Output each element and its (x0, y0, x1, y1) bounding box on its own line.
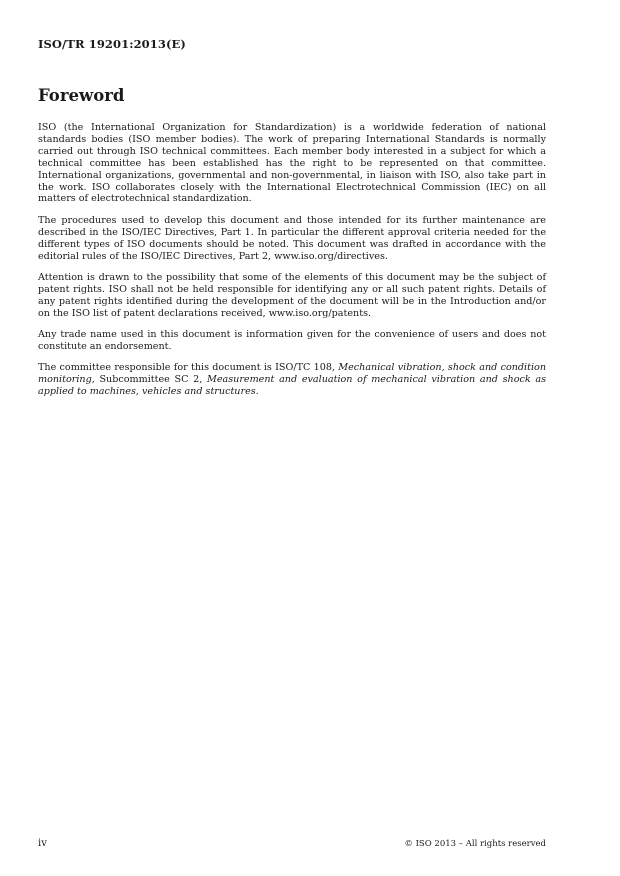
paragraph-iso-federation: ISO (the International Organization for Standardization) is a worldwide federation of national standards bodies (ISO member bodies). The work of preparing International Standards is normally carried out through ISO technical committees. Each member body interested in a subject for which a technical committee has been established has the right to be represented on that committee. International organizations, governmental and non-governmental, in liaison with ISO, also take part in the work. ISO collaborates closely with the International Electrotechnical Commission (IEC) on all matters of electrotechnical standardization. (38, 122, 546, 205)
paragraph-trade-name: Any trade name used in this document is information given for the convenience of users and does not constitute an endorsement. (38, 329, 546, 352)
committee-tc-name: Mechanical vibration, shock and condition monitoring (38, 362, 547, 386)
copyright-notice: © ISO 2013 – All rights reserved (404, 839, 546, 849)
committee-mid: , Subcommittee SC 2, (91, 374, 207, 386)
foreword-body (38, 122, 546, 408)
committee-sc-name: Measurement and evaluation of mechanical vibration and shock as applied to machines, vehicles and structures (38, 374, 546, 398)
committee-end: . (255, 386, 259, 398)
page-number: iv (38, 838, 47, 849)
document-header: ISO/TR 19201:2013(E) (38, 37, 186, 51)
committee-intro: The committee responsible for this document is ISO/TC 108, (38, 362, 339, 374)
page-title: Foreword (38, 86, 125, 105)
paragraph-patent-rights: Attention is drawn to the possibility that some of the elements of this document may be the subject of patent rights. ISO shall not be held responsible for identifying any or all such patent rights. Details of any patent rights identified during the development of the document will be in the Introduction and/or on the ISO list of patent declarations received, www.iso.org/patents. (38, 271, 546, 319)
paragraph-procedures: The procedures used to develop this document and those intended for its further maintenance are described in the ISO/IEC Directives, Part 1. In particular the different approval criteria needed for the different types of ISO documents should be noted. This document was drafted in accordance with the editorial rules of the ISO/IEC Directives, Part 2, www.iso.org/directives. (38, 214, 546, 262)
paragraph-committee (38, 362, 546, 398)
